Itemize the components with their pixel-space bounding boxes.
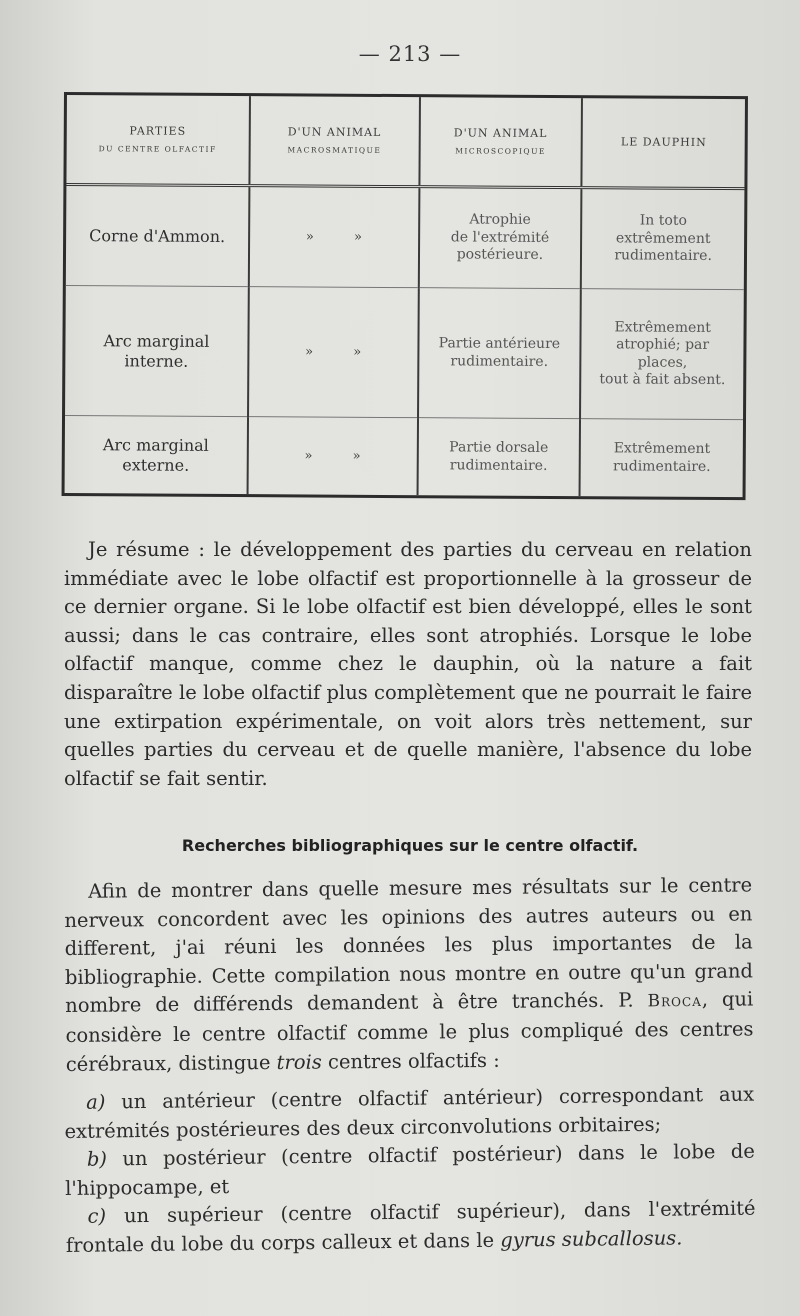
cell-line: Extrêmement — [614, 319, 711, 336]
header-main-label: D'UN ANIMAL — [287, 125, 382, 140]
latin-term: gyrus subcallosus. — [500, 1226, 683, 1252]
list-item — [64, 1081, 755, 1147]
cell-line: atrophié; par — [616, 336, 710, 354]
cell-line: In toto — [639, 212, 687, 230]
list-marker: c) — [87, 1204, 107, 1229]
table-header-row — [66, 95, 745, 189]
paragraph-text: , qui considère le centre olfactif comme le plus compliqué des centres cérébraux, distingue — [65, 987, 754, 1076]
header-sub-label: DU CENTRE OLFACTIF — [98, 144, 217, 155]
bibliography-intro-paragraph — [64, 871, 754, 1079]
list-item-text: un postérieur (centre olfactif postérieur) dans le lobe de l'hippocampe, et — [65, 1139, 755, 1200]
cell-part — [65, 286, 249, 417]
cell-line: Arc marginal — [102, 434, 209, 455]
section-heading: Recherches bibliographiques sur le centre olfactif. — [181, 836, 639, 855]
cell-line: postérieure. — [456, 246, 544, 264]
cell-line: externe. — [122, 455, 190, 475]
cell-line: rudimentaire. — [613, 458, 711, 475]
emphasis-word: trois — [276, 1050, 322, 1074]
cell-line: rudimentaire. — [614, 247, 712, 265]
header-parties — [66, 95, 250, 186]
header-main-label: LE DAUPHIN — [620, 134, 707, 149]
table-row — [66, 185, 745, 291]
author-name: Broca — [647, 991, 702, 1012]
cell-line: rudimentaire. — [449, 457, 548, 474]
cell-line: Partie dorsale — [449, 439, 549, 457]
cell-dauphin — [581, 188, 744, 290]
paragraph-text: centres olfactifs : — [321, 1048, 500, 1074]
cell-dauphin — [580, 419, 743, 497]
cell-line: tout à fait absent. — [599, 371, 726, 389]
cell-line: Atrophie — [469, 211, 531, 229]
cell-line: interne. — [124, 351, 189, 371]
cell-macro: » » — [249, 186, 419, 288]
comparison-table — [62, 92, 748, 500]
list-item-text: un supérieur (centre olfactif supérieur), dans l'extrémité frontale du lobe du corps calleux et dans le — [65, 1196, 756, 1257]
table-row — [65, 286, 744, 420]
cell-line: Arc marginal — [103, 331, 210, 351]
cell-dauphin — [580, 289, 744, 420]
paragraph-text: Afin de montrer dans quelle mesure mes résultats sur le centre nerveux concordent avec les opinions des autres auteurs ou en different, j'ai réuni les données les plus importantes de la bibliographie. Cette compilation nous montre en outre qu'un grand nombre de différends demandent à être tranchés. P. — [64, 873, 754, 1018]
header-macrosmatique — [249, 96, 419, 187]
cell-micro — [418, 187, 581, 289]
header-sub-label: MACROSMATIQUE — [287, 145, 382, 156]
cell-line: Extrêmement — [613, 440, 711, 458]
header-sub-label: MICROSCOPIQUE — [455, 146, 546, 157]
header-main-label: PARTIES — [129, 124, 187, 139]
list-item — [65, 1138, 756, 1204]
cell-line: places, — [637, 354, 688, 371]
cell-micro — [418, 288, 582, 419]
cell-micro — [417, 418, 580, 496]
header-dauphin — [582, 98, 745, 188]
cell-line: extrêmement — [615, 230, 711, 247]
summary-paragraph: Je résume : le développement des parties du cerveau en relation immédiate avec le lobe olfactif est proportionnelle à la grosseur de ce dernier organe. Si le lobe olfactif est bien développé, elles le sont aussi; dans le cas contraire, elles sont atrophiés. Lorsque le lobe olfactif manque, comme chez le dauphin, où la nature a fait disparaître le lobe olfactif plus complètement que ne pourrait le faire une extirpation expérimentale, on voit alors très nettement, sur quelles parties du cerveau et de quelle manière, l'absence du lobe olfactif se fait sentir. — [64, 538, 752, 790]
header-main-label: D'UN ANIMAL — [453, 126, 548, 141]
table-row — [65, 416, 743, 497]
cell-macro: » » — [248, 287, 418, 418]
list-marker: a) — [86, 1090, 106, 1114]
list-marker: b) — [86, 1147, 108, 1171]
list-item — [65, 1195, 756, 1261]
cell-line: Partie antérieure — [438, 335, 561, 353]
olfactory-centres-list — [64, 1081, 756, 1261]
header-microscopique — [419, 97, 582, 187]
cell-line: de l'extrémité — [450, 229, 550, 246]
page-number: — 213 — — [358, 42, 462, 66]
list-item-text: un antérieur (centre olfactif antérieur) correspondant aux extrémités postérieures des deux circonvolutions orbitaires; — [64, 1082, 755, 1143]
cell-line: rudimentaire. — [450, 353, 549, 370]
cell-part — [65, 416, 249, 494]
cell-part: Corne d'Ammon. — [66, 185, 250, 287]
cell-macro: » » — [248, 417, 418, 495]
